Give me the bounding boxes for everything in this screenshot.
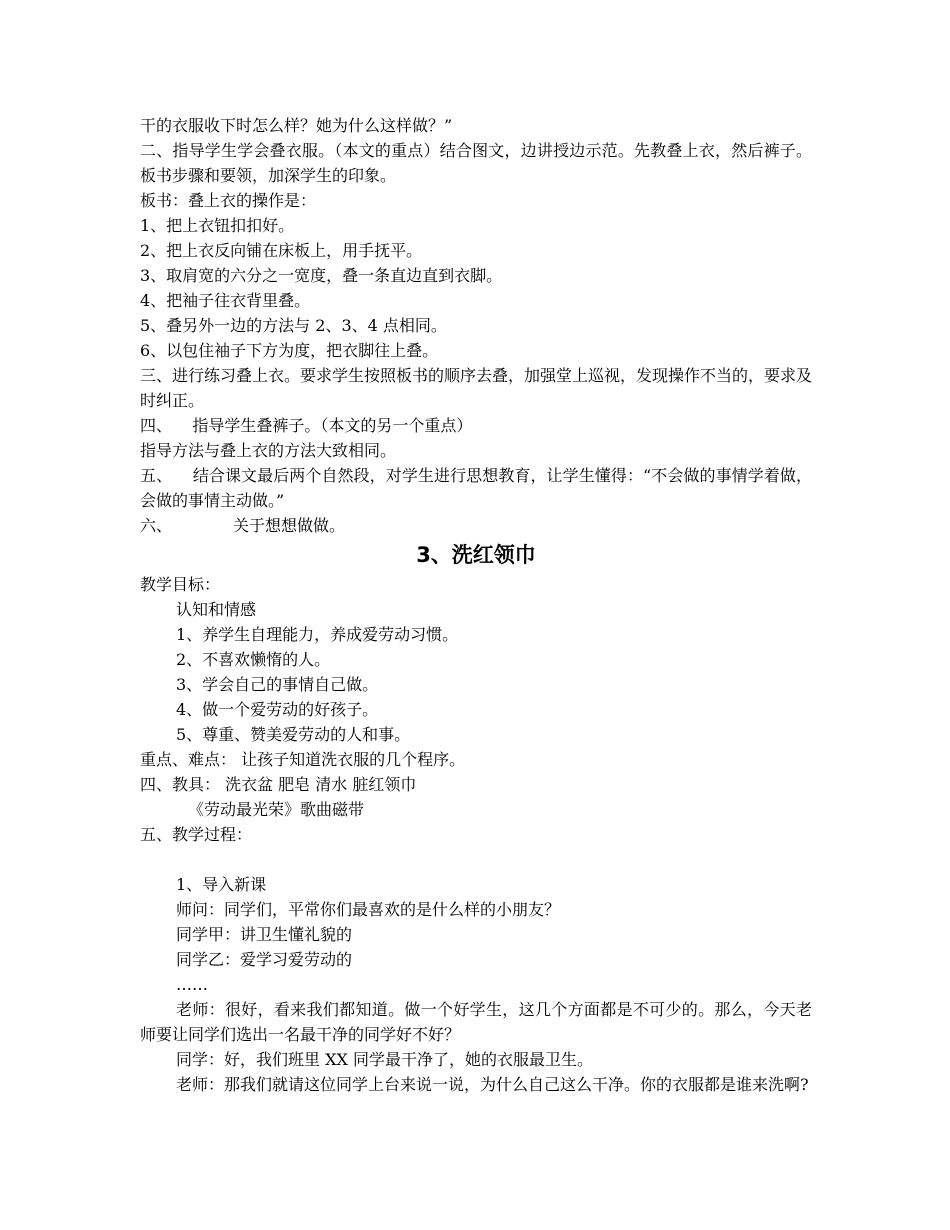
paragraph-practice: 三、进行练习叠上衣。要求学生按照板书的顺序去叠，加强堂上巡视，发现操作不当的，要求及时纠正。 <box>140 366 813 410</box>
paragraph-teacher-question: 老师：那我们就请这位同学上台来说一说，为什么自己这么干净。你的衣服都是谁来洗啊? <box>176 1075 809 1094</box>
list-item: 1、把上衣钮扣扣好。 <box>140 216 295 235</box>
dialog-line: 同学乙：爱学习爱劳动的 <box>176 950 353 969</box>
list-item: 4、做一个爱劳动的好孩子。 <box>176 700 379 719</box>
objectives-heading: 教学目标： <box>140 575 221 594</box>
text-line: 六、 关于想想做做。 <box>140 516 346 535</box>
text-line: 干的衣服收下时怎么样？她为什么这样做？” <box>140 116 453 135</box>
list-item: 5、尊重、赞美爱劳动的人和事。 <box>176 725 411 744</box>
key-points: 重点、难点： 让孩子知道洗衣服的几个程序。 <box>140 750 466 769</box>
dialog-line: 同学甲：讲卫生懂礼貌的 <box>176 925 353 944</box>
text-line: 指导方法与叠上衣的方法大致相同。 <box>140 441 397 460</box>
section-title: 3、洗红领巾 <box>416 543 536 567</box>
paragraph-teacher: 老师：很好，看来我们都知道。做一个好学生，这几个方面都是不可少的。那么，今天老师要让同学们选出一名最干净的同学好不好？ <box>140 1000 812 1044</box>
paragraph-student: 同学：好，我们班里 XX 同学最干净了，她的衣服最卫生。 <box>176 1050 593 1069</box>
document-page <box>140 113 812 1097</box>
paragraph-moral-education: 五、 结合课文最后两个自然段，对学生进行思想教育，让学生懂得：“不会做的事情学着做，会做的事情主动做。” <box>140 466 812 510</box>
list-item: 1、养学生自理能力，养成爱劳动习惯。 <box>176 625 459 644</box>
paragraph-folding-guidance: 二、指导学生学会叠衣服。（本文的重点）结合图文，边讲授边示范。先教叠上衣，然后裤子。板书步骤和要领，加深学生的印象。 <box>140 141 812 185</box>
list-item: 4、把袖子往衣背里叠。 <box>140 291 311 310</box>
folding-steps-list <box>140 213 812 363</box>
list-item: 6、以包住袖子下方为度，把衣脚往上叠。 <box>140 341 439 360</box>
objectives-subheading: 认知和情感 <box>176 600 257 619</box>
dialog-line: …… <box>176 975 208 994</box>
teaching-tools: 四、教具： 洗衣盆 肥皂 清水 脏红领巾 <box>140 775 417 794</box>
process-heading: 五、教学过程： <box>140 825 253 844</box>
objectives-list <box>140 622 812 747</box>
text-line: 板书：叠上衣的操作是： <box>140 191 317 210</box>
dialog-line: 师问：同学们，平常你们最喜欢的是什么样的小朋友？ <box>176 900 561 919</box>
blank-line <box>140 847 812 872</box>
process-intro: 1、导入新课 <box>176 875 267 894</box>
text-line: 四、 指导学生叠裤子。（本文的另一个重点） <box>140 416 473 435</box>
list-item: 2、把上衣反向铺在床板上，用手抚平。 <box>140 241 423 260</box>
list-item: 5、叠另外一边的方法与 2、3、4 点相同。 <box>140 316 447 335</box>
list-item: 3、取肩宽的六分之一宽度，叠一条直边直到衣脚。 <box>140 266 503 285</box>
dialog-list <box>140 897 812 997</box>
list-item: 3、学会自己的事情自己做。 <box>176 675 379 694</box>
teaching-tools-continued: 《劳动最光荣》歌曲磁带 <box>188 800 365 819</box>
list-item: 2、不喜欢懒惰的人。 <box>176 650 331 669</box>
